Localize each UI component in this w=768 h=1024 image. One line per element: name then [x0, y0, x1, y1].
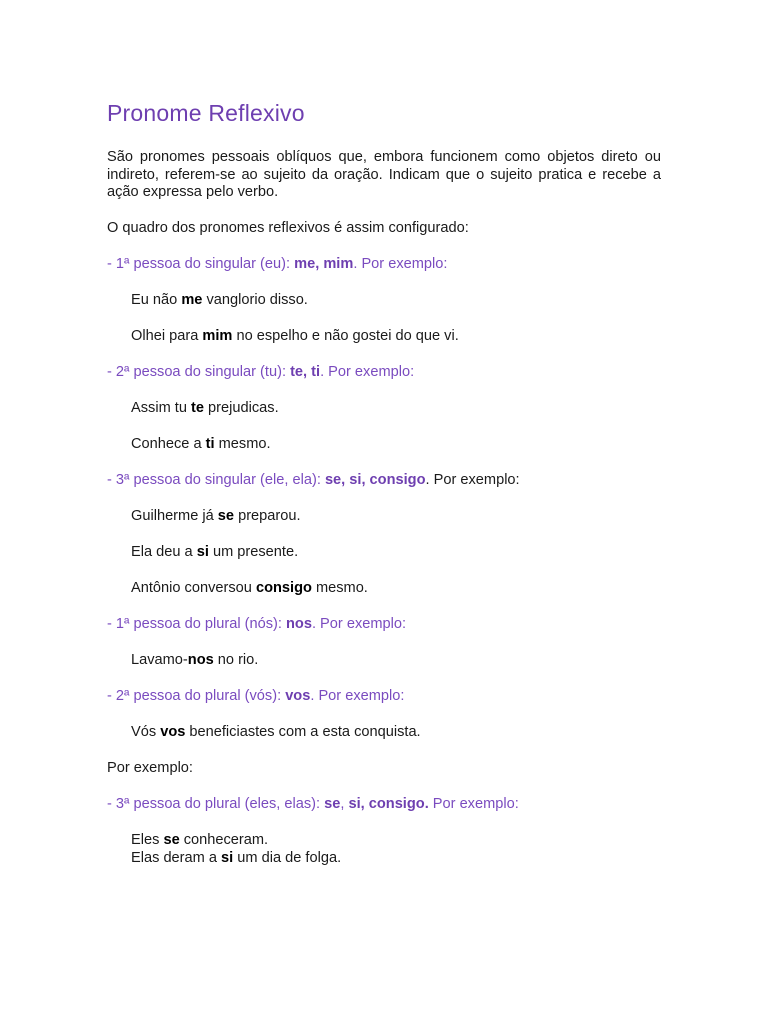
- example-line: Ela deu a si um presente.: [131, 544, 299, 560]
- section-heading-1s: - 1ª pessoa do singular (eu): me, mim. Por exemplo:: [107, 256, 448, 272]
- section-heading-3p: - 3ª pessoa do plural (eles, elas): se, si, consigo. Por exemplo:: [107, 796, 519, 812]
- example-line: Assim tu te prejudicas.: [131, 400, 279, 416]
- example-line: Conhece a ti mesmo.: [131, 436, 271, 452]
- por-exemplo-line: Por exemplo:: [107, 760, 193, 776]
- example-line: Antônio conversou consigo mesmo.: [131, 580, 368, 596]
- example-line: Vós vos beneficiastes com a esta conquista.: [131, 724, 421, 740]
- section-heading-2p: - 2ª pessoa do plural (vós): vos. Por exemplo:: [107, 688, 405, 704]
- example-line: Lavamo-nos no rio.: [131, 652, 259, 668]
- page-title: Pronome Reflexivo: [107, 100, 305, 126]
- quadro-line: O quadro dos pronomes reflexivos é assim configurado:: [107, 220, 469, 236]
- example-line: Eles se conheceram.: [131, 832, 269, 848]
- example-line: Guilherme já se preparou.: [131, 508, 301, 524]
- example-line: Eu não me vanglorio disso.: [131, 292, 308, 308]
- intro-paragraph: São pronomes pessoais oblíquos que, embora funcionem como objetos direto ou indireto, referem-se ao sujeito da oração. Indicam que o sujeito pratica e recebe a ação expressa pelo verbo.: [107, 149, 661, 200]
- example-line: Elas deram a si um dia de folga.: [131, 850, 342, 866]
- section-heading-1p: - 1ª pessoa do plural (nós): nos. Por exemplo:: [107, 616, 407, 632]
- section-heading-2s: - 2ª pessoa do singular (tu): te, ti. Por exemplo:: [107, 364, 415, 380]
- section-heading-3s: - 3ª pessoa do singular (ele, ela): se, si, consigo. Por exemplo:: [107, 472, 520, 488]
- example-line: Olhei para mim no espelho e não gostei do que vi.: [131, 328, 459, 344]
